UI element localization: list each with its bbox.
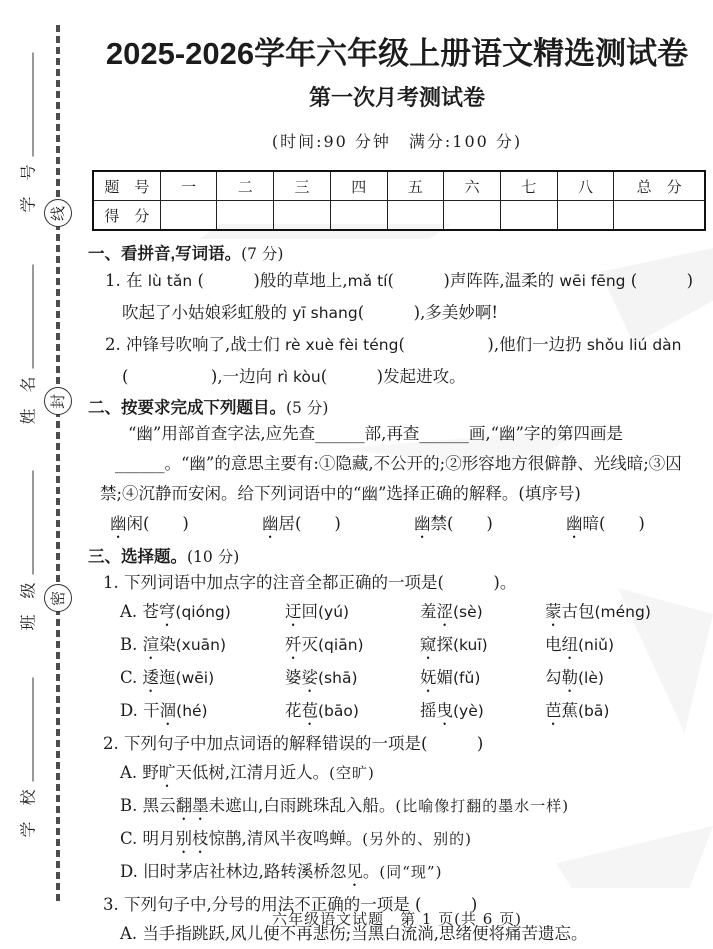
- score-table-cell: 六: [444, 171, 501, 201]
- section1-line: ( ),一边向 rì kòu( )发起进攻。: [122, 367, 466, 386]
- page-footer: 六年级语文试题 第 1 页(共 6 页): [272, 910, 522, 928]
- section1-points: (7 分): [241, 245, 284, 263]
- score-table-cell: 五: [387, 171, 444, 201]
- choice-item: A. 苍穹(qióng): [120, 602, 231, 621]
- question2-stem: 2. 下列句子中加点词语的解释错误的一项是( ): [103, 734, 484, 753]
- choice-item: 摇曳(yè): [420, 701, 484, 720]
- section1-title: 一、看拼音,写词语。: [88, 245, 242, 263]
- section1-line: 1. 在 lù tǎn ( )般的草地上,mǎ tí( )声阵阵,温柔的 wēi fēng ( ): [105, 271, 694, 290]
- question2-option-a: A. 野旷天低树,江清月近人。(空旷): [120, 763, 375, 782]
- school-blank: [21, 677, 34, 781]
- school-label: 学 校: [18, 788, 38, 838]
- score-table-score-row: [93, 201, 705, 231]
- score-empty-cell: [557, 201, 614, 231]
- choice-item: C. 逶迤(wēi): [120, 668, 215, 687]
- score-row-label: 得 分: [93, 201, 160, 231]
- section3-header: [88, 546, 706, 568]
- section2-word-choices: [110, 509, 706, 542]
- question1-choice-row-c: [120, 663, 706, 696]
- question1-choice-row-a: [120, 597, 706, 630]
- section2-line: 禁;④沉静而安闲。给下列词语中的“幽”选择正确的解释。(填序号): [100, 484, 581, 503]
- seal-stamp-feng: [44, 387, 72, 415]
- score-empty-cell: [500, 201, 557, 231]
- section2-title: 二、按要求完成下列题目。: [88, 399, 286, 417]
- page-subtitle: 第一次月考测试卷: [308, 85, 485, 110]
- choice-item: 妩媚(fǔ): [420, 668, 481, 687]
- page-title: 2025-2026学年六年级上册语文精选测试卷: [105, 36, 689, 71]
- seal-stamp-xian: [44, 199, 72, 227]
- score-table-cell: 八: [557, 171, 614, 201]
- section3-points: (10 分): [187, 548, 240, 566]
- section3-title: 三、选择题。: [88, 548, 187, 566]
- choice-item: 花苞(bāo): [285, 701, 359, 720]
- question3-stem: 3. 下列句子中,分号的用法不正确的一项是 ( ): [103, 895, 478, 914]
- section1-line: 2. 冲锋号吹响了,战士们 rè xuè fèi téng( ),他们一边扔 shǒu liú dàn: [105, 335, 682, 354]
- score-table-cell: 总 分: [614, 171, 705, 201]
- question2-option-b: B. 黑云翻墨未遮山,白雨跳珠乱入船。(比喻像打翻的墨水一样): [120, 796, 570, 815]
- seal-stamp-char: 密: [49, 590, 68, 606]
- question3-option-a: A. 当手指跳跃,风儿便不再悲伤;当黑白流淌,思绪便将痛苦遗忘。: [120, 924, 588, 943]
- choice-item: 羞涩(sè): [420, 602, 483, 621]
- score-empty-cell: [387, 201, 444, 231]
- choice-item: 电纽(niǔ): [545, 635, 615, 654]
- time-score-info: (时间:90 分钟 满分:100 分): [271, 132, 523, 151]
- student-number-label: 学 号: [18, 163, 38, 213]
- choice-item: B. 渲染(xuān): [120, 635, 227, 654]
- score-empty-cell: [274, 201, 331, 231]
- score-empty-cell: [160, 201, 217, 231]
- choice-item: 芭蕉(bā): [545, 701, 610, 720]
- section2-line: ______。“幽”的意思主要有:①隐藏,不公开的;②形容地方很僻静、光线暗;③囚: [115, 454, 682, 473]
- question1-choice-row-b: [120, 630, 706, 663]
- question2-option-d: D. 旧时茅店社林边,路转溪桥忽见。(同“现”): [120, 862, 443, 881]
- word-item: 幽居( ): [262, 514, 341, 533]
- score-empty-cell: [217, 201, 274, 231]
- score-table-cell: 一: [160, 171, 217, 201]
- score-empty-cell: [444, 201, 501, 231]
- question2-option-c: C. 明月别枝惊鹊,清风半夜鸣蝉。(另外的、别的): [120, 829, 472, 848]
- score-table-cell: 七: [500, 171, 557, 201]
- choice-item: 迂回(yú): [285, 602, 350, 621]
- section2-header: [88, 397, 706, 419]
- name-label: 姓 名: [18, 375, 38, 425]
- section1-header: [88, 243, 706, 265]
- choice-item: 勾勒(lè): [545, 668, 604, 687]
- choice-item: 婆娑(shā): [285, 668, 358, 687]
- score-table: [92, 170, 706, 231]
- score-table-cell: 题 号: [93, 171, 160, 201]
- score-table-cell: 三: [274, 171, 331, 201]
- choice-item: D. 干涸(hé): [120, 701, 208, 720]
- word-item: 幽暗( ): [566, 514, 645, 533]
- score-empty-cell: [330, 201, 387, 231]
- question1-choice-row-d: [120, 696, 706, 729]
- seal-dashed-line: [56, 25, 60, 905]
- choice-item: 歼灭(qiān): [285, 635, 364, 654]
- seal-stamp-char: 封: [49, 393, 68, 409]
- class-blank: [21, 470, 34, 574]
- word-item: 幽闲( ): [110, 514, 189, 533]
- section2-points: (5 分): [286, 399, 329, 417]
- score-empty-cell: [614, 201, 705, 231]
- class-label: 班 级: [18, 581, 38, 631]
- name-blank: [21, 264, 34, 368]
- choice-item: 窥探(kuī): [420, 635, 488, 654]
- score-table-cell: 二: [217, 171, 274, 201]
- choice-item: 蒙古包(méng): [545, 602, 651, 621]
- score-table-header-row: [93, 171, 705, 201]
- score-table-cell: 四: [330, 171, 387, 201]
- seal-stamp-mi: [44, 584, 72, 612]
- seal-stamp-char: 线: [49, 205, 68, 221]
- student-number-blank: [21, 52, 34, 156]
- question1-stem: 1. 下列词语中加点字的注音全都正确的一项是( )。: [103, 573, 517, 592]
- exam-paper: [88, 28, 706, 949]
- section2-line: “幽”用部首查字法,应先查______部,再查______画,“幽”字的第四画是: [128, 424, 623, 443]
- section1-line: 吹起了小姑娘彩虹般的 yī shang( ),多美妙啊!: [122, 303, 498, 322]
- word-item: 幽禁( ): [414, 514, 493, 533]
